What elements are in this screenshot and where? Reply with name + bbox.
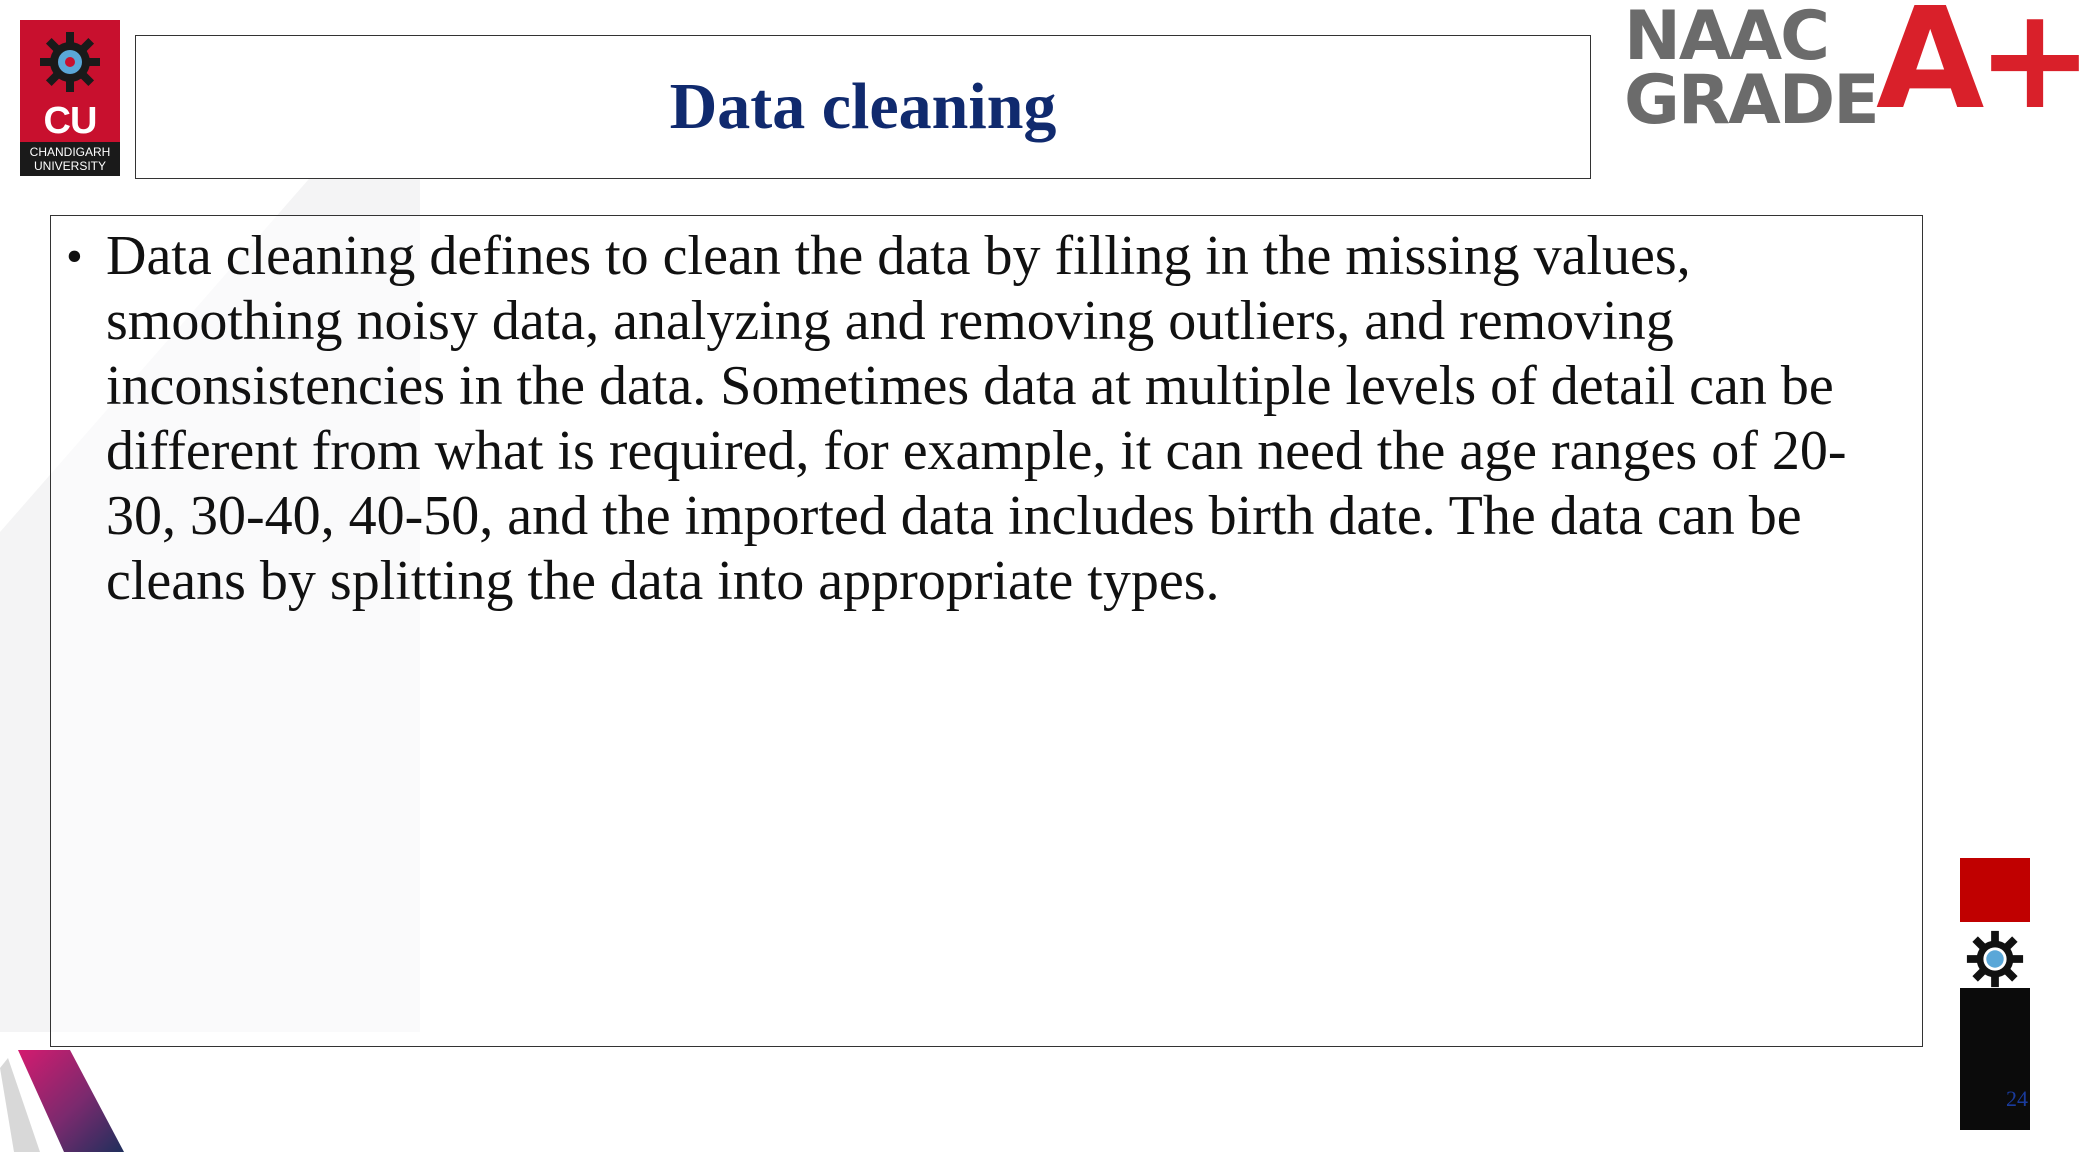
cu-name-line2: UNIVERSITY — [33, 159, 106, 173]
cu-name-line1: CHANDIGARH — [29, 145, 111, 159]
side-red-block — [1960, 858, 2030, 922]
naac-grade-logo — [1620, 0, 2086, 141]
gear-globe-icon — [38, 30, 102, 94]
slide-content-box — [50, 215, 1923, 1047]
corner-decoration — [0, 1040, 140, 1152]
naac-text: NAAC — [1624, 0, 1829, 76]
cu-abbreviation: CU — [43, 100, 97, 142]
grade-a-plus: A+ — [1876, 0, 2086, 141]
bullet-list — [51, 216, 1922, 614]
slide-title-box — [135, 35, 1591, 179]
bullet-item — [66, 216, 1922, 614]
bullet-text: Data cleaning defines to clean the data by filling in the missing values, smoothing noisy data, analyzing and removing outliers, and removing inconsistencies in the data. Sometimes data at multiple levels of detail can be different from what is required, for example, it can need the age ranges of 20-30, 30-40, 40-50, and the imported data includes birth date. The data can be cleans by splitting the data into appropriate types. — [106, 225, 1847, 612]
page-number: 24 — [2006, 1086, 2028, 1111]
grade-text: GRADE — [1624, 61, 1878, 140]
gear-globe-icon — [1962, 928, 2028, 990]
chandigarh-university-logo — [20, 20, 120, 176]
cu-full-name — [20, 142, 120, 176]
bullet-marker: • — [66, 230, 83, 283]
slide-title: Data cleaning — [669, 70, 1057, 143]
